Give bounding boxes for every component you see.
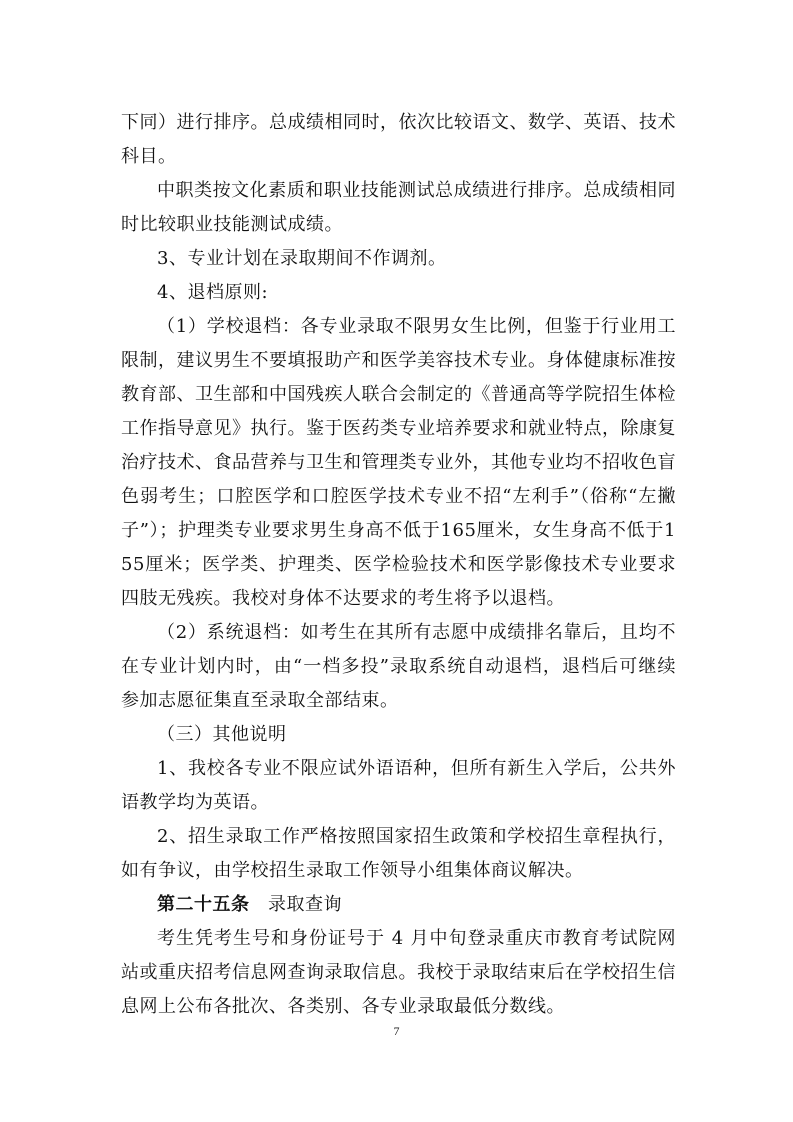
paragraph-withdrawal-principles: 4、退档原则:: [157, 282, 269, 303]
article-title: 录取查询: [268, 894, 342, 915]
paragraph-school-withdrawal: （1）学校退档：各专业录取不限男女生比例，但鉴于行业用工限制，建议男生不要填报助产和医学美容技术专业。身体健康标准按教育部、卫生部和中国残疾人联合会制定的《普通高等学院招生体检工作指导意见》执行。鉴于医药类专业培养要求和就业特点，除康复治疗技术、食品营养与卫生和管理类专业外，其他专业均不招收色盲色弱考生；口腔医学和口腔医学技术专业不招“左利手”（俗称“左撇子”）；护理类专业要求男生身高不低于165厘米，女生身高不低于155厘米；医学类、护理类、医学检验技术和医学影像技术专业要求四肢无残疾。我校对身体不达要求的考生将予以退档。: [121, 316, 676, 609]
page-number: 7: [393, 1024, 400, 1038]
paragraph-admission-policy: 2、招生录取工作严格按照国家招生政策和学校招生章程执行，如有争议，由学校招生录取工作领导小组集体商议解决。: [121, 826, 676, 881]
paragraph-ranking-continuation: 下同）进行排序。总成绩相同时，依次比较语文、数学、英语、技术科目。: [121, 112, 676, 167]
paragraph-plan-no-adjustment: 3、专业计划在录取期间不作调剂。: [157, 248, 447, 269]
article-label: 第二十五条: [157, 894, 250, 915]
paragraph-system-withdrawal: （2）系统退档：如考生在其所有志愿中成绩排名靠后，且均不在专业计划内时，由“一档多投”录取系统自动退档，退档后可继续参加志愿征集直至录取全部结束。: [121, 622, 676, 711]
section-heading-other-notes: （三）其他说明: [157, 724, 287, 745]
document-body: [121, 106, 676, 1024]
paragraph-admission-query: 考生凭考生号和身份证号于 4 月中旬登录重庆市教育考试院网站或重庆招考信息网查询录取信息。我校于录取结束后在学校招生信息网上公布各批次、各类别、各专业录取最低分数线。: [121, 928, 676, 1017]
paragraph-vocational-ranking: 中职类按文化素质和职业技能测试总成绩进行排序。总成绩相同时比较职业技能测试成绩。: [121, 180, 676, 235]
article-heading: [121, 888, 676, 922]
paragraph-foreign-language: 1、我校各专业不限应试外语语种，但所有新生入学后，公共外语教学均为英语。: [121, 758, 676, 813]
